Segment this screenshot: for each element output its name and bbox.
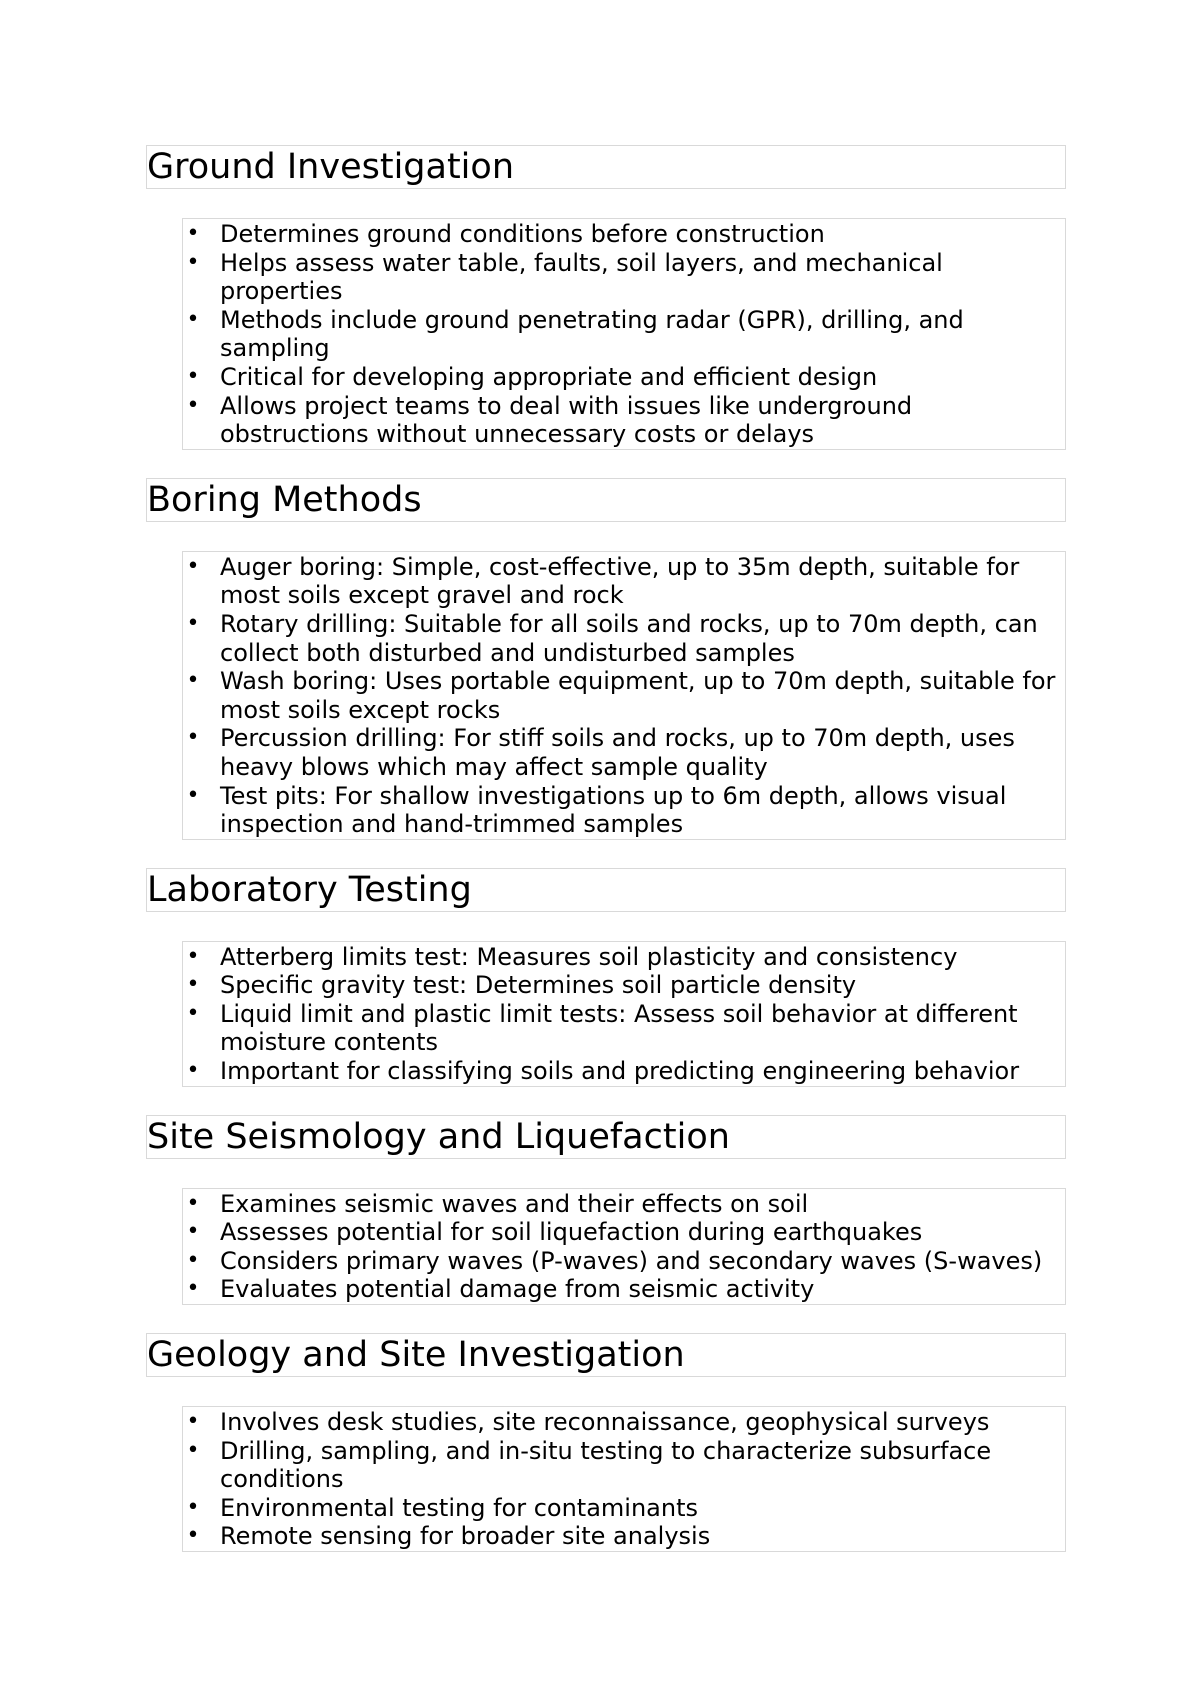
bullet-icon: • bbox=[186, 1276, 200, 1302]
bullet-icon: • bbox=[186, 1494, 200, 1520]
section-heading: Laboratory Testing bbox=[146, 868, 1066, 912]
list-item-text: Allows project teams to deal with issues like underground obstructions without unnecessary costs or delays bbox=[220, 391, 913, 449]
bullet-icon: • bbox=[186, 610, 200, 636]
list-item bbox=[183, 610, 1065, 667]
list-item bbox=[183, 1000, 1065, 1057]
list-item bbox=[183, 724, 1065, 781]
list-item bbox=[183, 220, 1065, 249]
list-item-text: Drilling, sampling, and in-situ testing to characterize subsurface conditions bbox=[220, 1436, 992, 1494]
list-item-text: Test pits: For shallow investigations up to 6m depth, allows visual inspection and hand-trimmed samples bbox=[220, 781, 1007, 839]
document-page bbox=[146, 145, 1066, 1552]
bullet-icon: • bbox=[186, 249, 200, 275]
bullet-list bbox=[183, 553, 1065, 839]
bullet-icon: • bbox=[186, 1247, 200, 1273]
bullet-icon: • bbox=[186, 1523, 200, 1549]
bullet-icon: • bbox=[186, 363, 200, 389]
bullet-icon: • bbox=[186, 1409, 200, 1435]
list-item-text: Atterberg limits test: Measures soil plasticity and consistency bbox=[220, 942, 958, 971]
section-heading: Ground Investigation bbox=[146, 145, 1066, 189]
bullet-icon: • bbox=[186, 553, 200, 579]
list-item bbox=[183, 1275, 1065, 1304]
section bbox=[146, 1115, 1066, 1333]
bullet-icon: • bbox=[186, 1000, 200, 1026]
list-item-text: Examines seismic waves and their effects on soil bbox=[220, 1189, 809, 1218]
list-item bbox=[183, 1494, 1065, 1523]
bullet-list-box bbox=[182, 941, 1066, 1087]
bullet-list-box bbox=[182, 1406, 1066, 1552]
list-item-text: Assesses potential for soil liquefaction during earthquakes bbox=[220, 1218, 923, 1247]
list-item-text: Percussion drilling: For stiff soils and rocks, up to 70m depth, uses heavy blows which may affect sample quality bbox=[220, 724, 1015, 781]
list-item-text: Determines ground conditions before construction bbox=[220, 220, 825, 248]
section bbox=[146, 1333, 1066, 1552]
bullet-list-box bbox=[182, 218, 1066, 450]
list-item-text: Involves desk studies, site reconnaissance, geophysical surveys bbox=[220, 1408, 990, 1437]
list-item bbox=[183, 306, 1065, 363]
list-item-text: Evaluates potential damage from seismic activity bbox=[220, 1275, 815, 1304]
list-item-text: Wash boring: Uses portable equipment, up to 70m depth, suitable for most soils except rocks bbox=[220, 667, 1056, 724]
bullet-list bbox=[183, 943, 1065, 1086]
bullet-icon: • bbox=[186, 1219, 200, 1245]
list-item bbox=[183, 943, 1065, 972]
bullet-icon: • bbox=[186, 306, 200, 332]
list-item bbox=[183, 392, 1065, 449]
section-heading: Site Seismology and Liquefaction bbox=[146, 1115, 1066, 1159]
list-item bbox=[183, 971, 1065, 1000]
list-item-text: Rotary drilling: Suitable for all soils and rocks, up to 70m depth, can collect both disturbed and undisturbed samples bbox=[220, 609, 1038, 667]
bullet-icon: • bbox=[186, 943, 200, 969]
section-heading: Geology and Site Investigation bbox=[146, 1333, 1066, 1377]
bullet-list-box bbox=[182, 551, 1066, 840]
section bbox=[146, 145, 1066, 478]
list-item bbox=[183, 1190, 1065, 1219]
bullet-list bbox=[183, 1190, 1065, 1304]
list-item bbox=[183, 553, 1065, 610]
bullet-icon: • bbox=[186, 668, 200, 694]
list-item bbox=[183, 1247, 1065, 1276]
list-item bbox=[183, 1522, 1065, 1551]
bullet-icon: • bbox=[186, 1437, 200, 1463]
bullet-list bbox=[183, 1408, 1065, 1551]
bullet-icon: • bbox=[186, 1058, 200, 1084]
list-item bbox=[183, 363, 1065, 392]
list-item bbox=[183, 1057, 1065, 1086]
bullet-icon: • bbox=[186, 972, 200, 998]
list-item-text: Environmental testing for contaminants bbox=[220, 1493, 699, 1522]
list-item-text: Helps assess water table, faults, soil layers, and mechanical properties bbox=[220, 248, 943, 306]
bullet-icon: • bbox=[186, 221, 200, 246]
list-item-text: Considers primary waves (P-waves) and secondary waves (S-waves) bbox=[220, 1246, 1043, 1275]
list-item bbox=[183, 249, 1065, 306]
list-item-text: Liquid limit and plastic limit tests: Assess soil behavior at different moisture contents bbox=[220, 999, 1018, 1057]
list-item-text: Critical for developing appropriate and efficient design bbox=[220, 362, 878, 391]
bullet-icon: • bbox=[186, 725, 200, 751]
list-item bbox=[183, 667, 1065, 724]
section-heading: Boring Methods bbox=[146, 478, 1066, 522]
list-item-text: Remote sensing for broader site analysis bbox=[220, 1522, 711, 1551]
section bbox=[146, 478, 1066, 868]
bullet-icon: • bbox=[186, 1190, 200, 1216]
list-item-text: Methods include ground penetrating radar (GPR), drilling, and sampling bbox=[220, 305, 964, 363]
list-item bbox=[183, 1408, 1065, 1437]
bullet-list-box bbox=[182, 1188, 1066, 1305]
list-item-text: Important for classifying soils and predicting engineering behavior bbox=[220, 1057, 1020, 1086]
list-item bbox=[183, 782, 1065, 839]
list-item bbox=[183, 1218, 1065, 1247]
bullet-icon: • bbox=[186, 782, 200, 808]
list-item-text: Auger boring: Simple, cost-effective, up to 35m depth, suitable for most soils except gravel and rock bbox=[220, 552, 1020, 610]
list-item-text: Specific gravity test: Determines soil particle density bbox=[220, 971, 857, 1000]
bullet-list bbox=[183, 220, 1065, 449]
bullet-icon: • bbox=[186, 392, 200, 418]
list-item bbox=[183, 1437, 1065, 1494]
section bbox=[146, 868, 1066, 1115]
